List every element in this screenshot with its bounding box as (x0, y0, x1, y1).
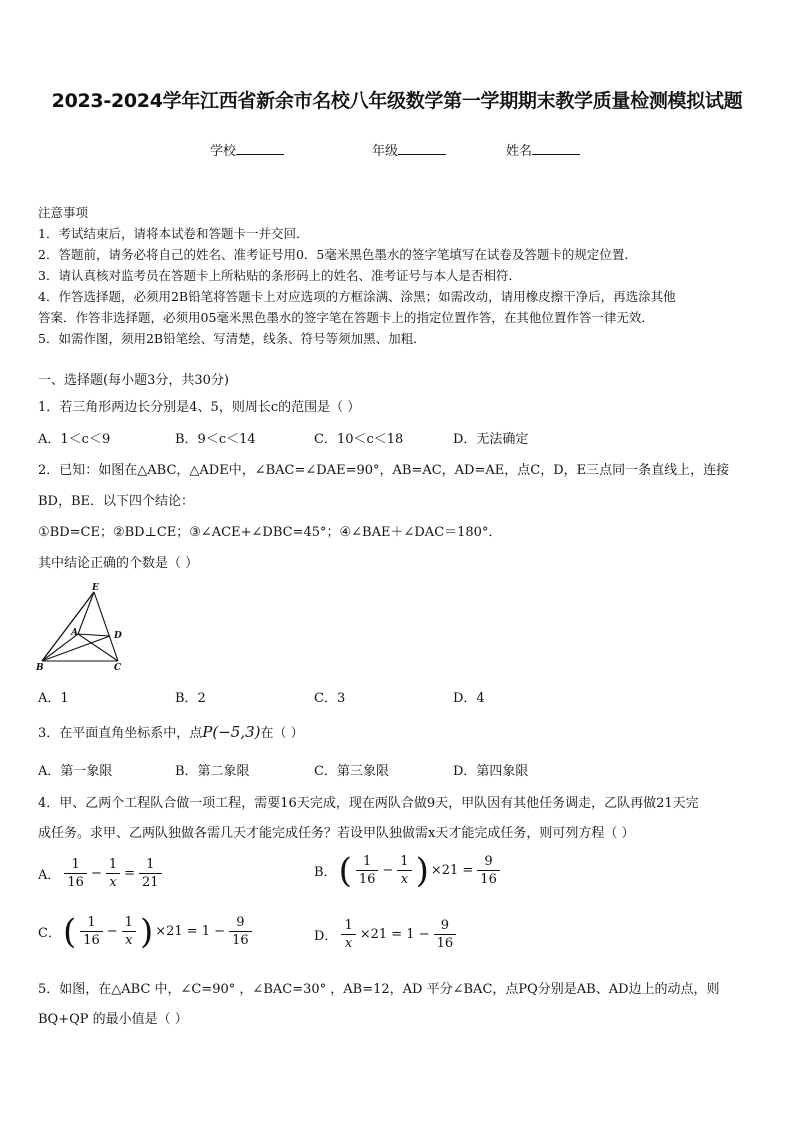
school-blank[interactable] (236, 142, 284, 155)
q4-option-a[interactable]: A． $\frac{1}{16}$ − $\frac{1}{x}$ = $\frac{1}{21}$ (38, 856, 164, 891)
notice-heading: 注意事项 (38, 205, 89, 220)
q2-option-b[interactable]: B．2 (175, 691, 206, 706)
fraction: $\frac{1}{16}$ (64, 856, 87, 891)
label-c: C (114, 663, 122, 672)
section-heading: 一、选择题(每小题3分，共30分) (38, 373, 229, 388)
q3-stem-post: 在（ ） (260, 726, 304, 741)
q4-option-b-label: B． (314, 865, 337, 880)
name-blank[interactable] (532, 142, 580, 155)
fraction: $\frac{9}{16}$ (229, 914, 252, 949)
name-field[interactable] (506, 140, 580, 159)
q3-option-c[interactable]: C．第三象限 (314, 764, 389, 779)
q4-option-d[interactable]: D． $\frac{1}{x}$ ×21 = 1 − $\frac{9}{16}$ (314, 917, 458, 952)
q2-option-a[interactable]: A．1 (38, 691, 69, 706)
label-b: B (36, 663, 44, 672)
notice-item: 1．考试结束后，请将本试卷和答题卡一并交回． (38, 226, 309, 241)
notice-item: 5．如需作图，须用2B铅笔绘、写清楚，线条、符号等须加黑、加粗． (38, 331, 426, 346)
notice-item: 4．作答选择题，必须用2B铅笔将答题卡上对应选项的方框涂满、涂黑；如需改动，请用橡皮擦干净后，再选涂其他 (38, 289, 676, 304)
notice-item: 答案．作答非选择题，必须用05毫米黑色墨水的签字笔在答题卡上的指定位置作答，在其他位置作答一律无效． (38, 310, 654, 325)
fraction: $\frac{9}{16}$ (477, 853, 500, 888)
fraction: $\frac{9}{16}$ (434, 917, 457, 952)
fraction: $\frac{1}{21}$ (139, 856, 162, 891)
grade-blank[interactable] (398, 142, 446, 155)
q4-option-c-label: C． (38, 926, 61, 941)
q4-option-d-label: D． (314, 929, 338, 944)
question-5-line1: 5．如图，在△ABC 中，∠C=90° ，∠BAC=30° ，AB=12，AD 平分∠BAC，点PQ分别是AB、AD边上的动点，则 (38, 982, 720, 997)
question-4-line1: 4．甲、乙两个工程队合做一项工程，需要16天完成，现在两队合做9天，甲队因有其他任务调走，乙队再做21天完 (38, 796, 699, 811)
fraction: $\frac{1}{16}$ (356, 853, 379, 888)
q1-option-c[interactable]: C．10＜c＜18 (314, 432, 404, 447)
label-a: A (71, 628, 78, 638)
grade-label: 年级 (372, 144, 399, 159)
q4-option-a-label: A． (38, 868, 61, 883)
name-label: 姓名 (506, 144, 533, 159)
grade-field[interactable] (372, 140, 446, 159)
fraction: $\frac{1}{x}$ (341, 917, 355, 952)
q1-option-a[interactable]: A．1＜c＜9 (38, 432, 111, 447)
school-label: 学校 (210, 144, 237, 159)
q1-option-d[interactable]: D．无法确定 (453, 432, 529, 447)
fraction: $\frac{1}{x}$ (397, 853, 411, 888)
question-4-line2: 成任务。求甲、乙两队独做各需几天才能完成任务？若设甲队独做需x天才能完成任务，则可列方程（ ） (38, 826, 635, 841)
question-3-stem (38, 722, 304, 741)
q2-triangle-figure (34, 582, 134, 672)
q3-option-a[interactable]: A．第一象限 (38, 764, 113, 779)
q2-option-c[interactable]: C．3 (314, 691, 346, 706)
question-5-line2: BQ+QP 的最小值是（ ） (38, 1012, 188, 1027)
fraction: $\frac{1}{x}$ (122, 914, 136, 949)
fraction: $\frac{1}{x}$ (106, 856, 120, 891)
q4-option-c[interactable]: C． ( $\frac{1}{16}$ − $\frac{1}{x}$ ) ×21 = 1 − $\frac{9}{16}$ (38, 914, 254, 949)
school-field[interactable] (210, 140, 284, 159)
question-2-line2: BD，BE．以下四个结论： (38, 494, 195, 509)
q3-stem-pre: 3．在平面直角坐标系中，点 (38, 726, 203, 741)
notice-item: 3．请认真核对监考员在答题卡上所粘贴的条形码上的姓名、准考证号与本人是否相符． (38, 268, 521, 283)
q2-option-d[interactable]: D．4 (453, 691, 485, 706)
question-1-stem: 1．若三角形两边长分别是4、5，则周长c的范围是（ ） (38, 400, 361, 415)
page-title: 2023-2024学年江西省新余市名校八年级数学第一学期期末教学质量检测模拟试题 (51, 90, 743, 112)
q3-point: P(−5,3) (202, 723, 261, 741)
label-d: D (114, 631, 122, 641)
question-2-line4: 其中结论正确的个数是（ ） (38, 556, 199, 571)
q3-option-b[interactable]: B．第二象限 (175, 764, 250, 779)
question-2-conclusions: ①BD=CE；②BD⊥CE；③∠ACE+∠DBC=45°；④∠BAE＋∠DAC＝180°． (38, 525, 502, 540)
question-2-line1: 2．已知：如图在△ABC，△ADE中，∠BAC=∠DAE=90°，AB=AC，AD=AE，点C，D，E三点同一条直线上，连接 (38, 463, 730, 478)
fraction: $\frac{1}{16}$ (80, 914, 103, 949)
q4-option-b[interactable]: B． ( $\frac{1}{16}$ − $\frac{1}{x}$ ) ×21 = $\frac{9}{16}$ (314, 853, 502, 888)
q1-option-b[interactable]: B．9＜c＜14 (175, 432, 256, 447)
label-e: E (92, 583, 99, 593)
notice-item: 2．答题前，请务必将自己的姓名、准考证号用0．5毫米黑色墨水的签字笔填写在试卷及答题卡的规定位置． (38, 247, 637, 262)
q3-option-d[interactable]: D．第四象限 (453, 764, 529, 779)
